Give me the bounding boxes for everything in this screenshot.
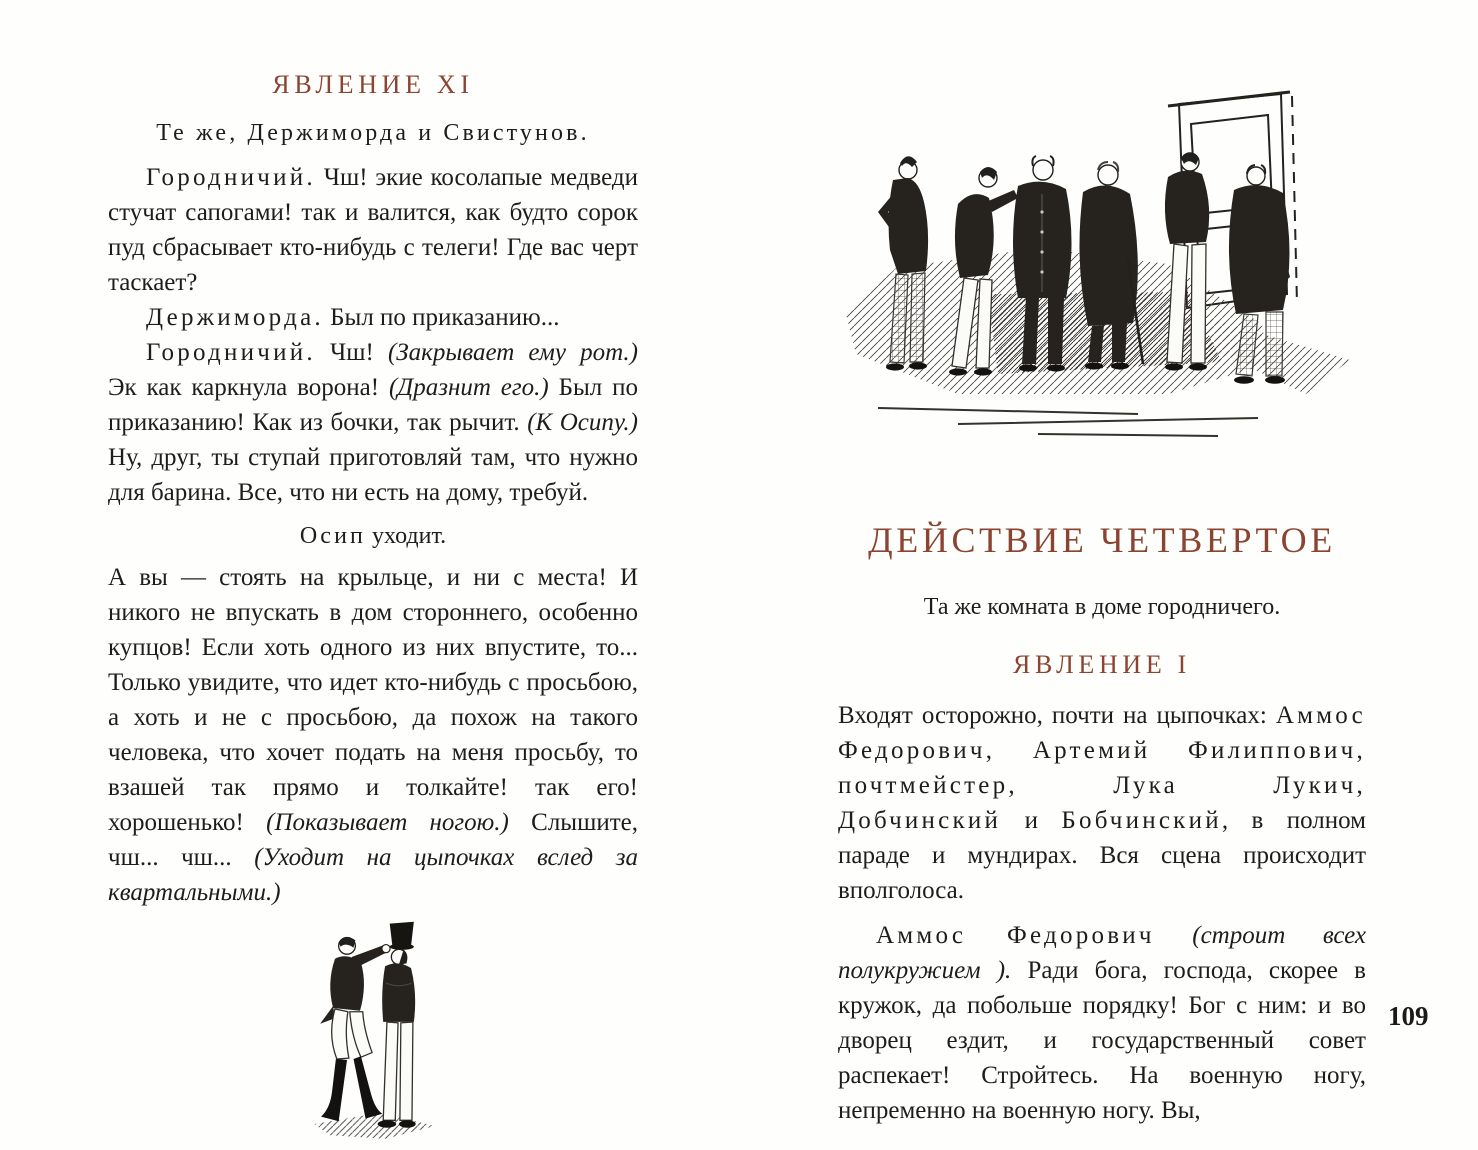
dialogue-paragraph: Аммос Федорович (строит всех полукружием ). Ради бога, господа, скорее в кружок, да побольше порядку! Бог с ним: и во дворец ездит, и государственный совет распекает! Стройтесь. На военную ногу, непременно на военную ногу. Вы, [838, 922, 1366, 1124]
officials-conferring-by-door-illustration [838, 62, 1366, 470]
mayor-figure [320, 937, 390, 1121]
scene-heading-i: ЯВЛЕНИЕ I [1013, 650, 1191, 679]
dialogue-paragraph: Городничий. Чш! экие косолапые медведи стучат сапогами! так и валится, как будто сорок пуд сбрасывает кто-нибудь с телеги! Где вас черт таскает? [108, 164, 638, 296]
stage-direction-center: Осип уходит. [299, 523, 447, 549]
dialogue-paragraph: Держиморда. Был по приказанию... [146, 304, 560, 331]
mayor-covers-derzhimorda-mouth-illustration [294, 918, 452, 1150]
cast-line: Те же, Держиморда и Свистунов. [156, 120, 590, 146]
setting-line: Та же комната в доме городничего. [923, 594, 1281, 620]
dialogue-paragraph: А вы — стоять на крыльце, и ни с места! И никого не впускать в дом стороннего, особенно купцов! Если хоть одного из них впустите, то... Только увидите, что идет кто-нибудь с просьбою, а хоть и не с просьбою, да похож на такого человека, что хочет подать на меня просьбу, то взашей так прямо и толкайте! так его! хорошенько! (Показывает ногою.) Слышите, чш... чш... (Уходит на цыпочках вслед за квартальными.) [108, 564, 638, 906]
left-book-page [108, 0, 638, 1150]
dialogue-paragraph: Городничий. Чш! (Закрывает ему рот.) Эк как каркнула ворона! (Дразнит его.) Был по приказанию! Как из бочки, так рычит. (К Осипу.) Ну, друг, ты ступай приготовляй там, что нужно для барина. Все, что ни есть на дому, требуй. [108, 339, 639, 506]
stage-direction-paragraph: Входят осторожно, почти на цыпочках: Аммос Федорович, Артемий Филиппович, почтмейстер, Лука Лукич, Добчинский и Бобчинский, в полном параде и мундирах. Вся сцена происходит вполголоса. [838, 702, 1366, 904]
right-book-page [838, 0, 1366, 1128]
scene-heading-xi: ЯВЛЕНИЕ XI [272, 70, 474, 99]
page-number: 109 [1388, 1001, 1429, 1031]
floor-lines [878, 408, 1258, 436]
act-heading: ДЕЙСТВИЕ ЧЕТВЕРТОЕ [868, 520, 1336, 560]
